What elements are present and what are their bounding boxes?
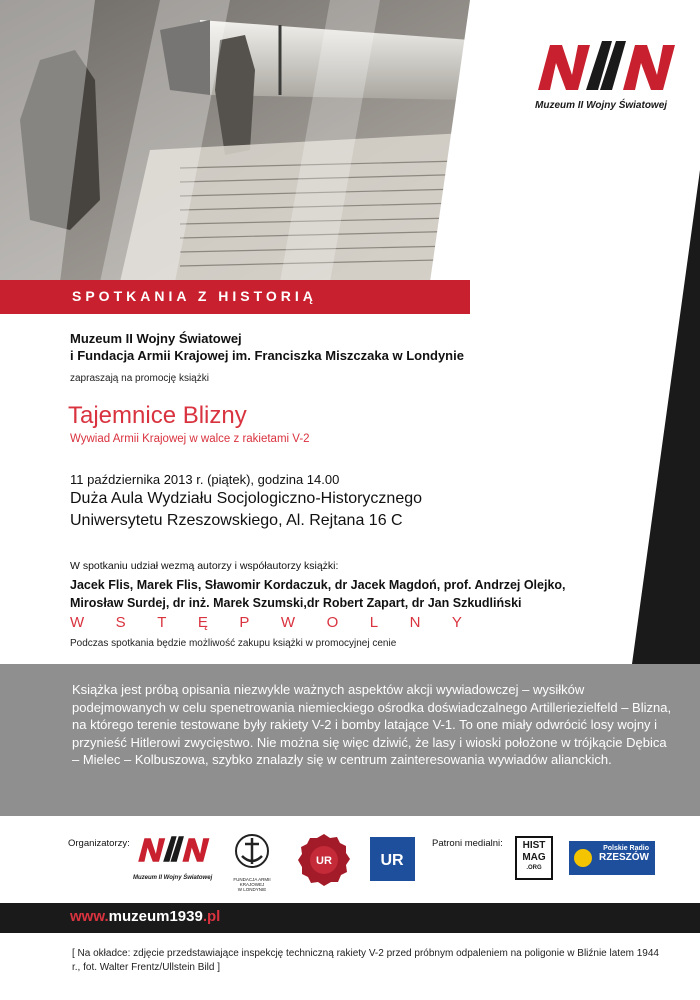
free-entry-letter: P	[239, 614, 250, 631]
event-date: 11 października 2013 r. (piątek), godzina 14.00	[70, 472, 340, 487]
sponsor-ur-logo	[370, 837, 415, 881]
sponsor-miiws-caption: Muzeum II Wojny Światowej	[133, 875, 213, 881]
decorative-wedge	[620, 170, 700, 670]
radio-text-1: Polskie Radio	[603, 845, 649, 852]
cover-photo	[0, 0, 520, 282]
authors-intro: W spotkaniu udział wezmą autorzy i współautorzy książki:	[70, 560, 339, 572]
free-entry-letter: L	[369, 614, 379, 631]
histmag-text-2: MAG	[522, 852, 546, 863]
purchase-note: Podczas spotkania będzie możliwość zakupu książki w promocyjnej cenie	[70, 638, 397, 649]
free-entry	[70, 614, 462, 631]
museum-logo	[528, 35, 678, 125]
website-prefix: www.	[70, 908, 109, 925]
sponsor-miiws-logo	[133, 832, 211, 882]
sponsor-seal-logo	[296, 832, 352, 888]
fundacja-caption-1: FUNDACJA ARMII KRAJOWEJ	[233, 877, 271, 887]
free-entry-letter: T	[157, 614, 167, 631]
free-entry-letter: S	[115, 614, 126, 631]
fundacja-caption-2: W LONDYNIE	[237, 887, 267, 892]
histmag-text-1: HIST	[522, 840, 546, 851]
authors-line-1: Jacek Flis, Marek Flis, Sławomir Kordaczuk, dr Jacek Magdoń, prof. Andrzej Olejko,	[70, 578, 566, 592]
svg-text:UR: UR	[316, 855, 332, 867]
patrons-label: Patroni medialni:	[432, 838, 503, 849]
free-entry-letter: W	[70, 614, 85, 631]
logo-caption: Muzeum II Wojny Światowej	[535, 100, 668, 111]
photo-credit: [ Na okładce: zdjęcie przedstawiające inspekcję techniczną rakiety V-2 przed próbnym odpaleniem na poligonie w Bliźnie latem 1944 r., fot. Walter Frentz/Ullstein Bild ]	[72, 948, 659, 973]
website-suffix: .pl	[202, 908, 221, 925]
free-entry-letter: Ę	[197, 614, 208, 631]
free-entry-letter: N	[409, 614, 421, 631]
sponsor-radio-logo	[569, 841, 655, 875]
free-entry-letter: Y	[451, 614, 462, 631]
series-band-title: SPOTKANIA Z HISTORIĄ	[72, 288, 317, 304]
authors-line-2: Mirosław Surdej, dr inż. Marek Szumski,dr Robert Zapart, dr Jan Szkudliński	[70, 596, 522, 610]
organizer-line-2: i Fundacja Armii Krajowej im. Franciszka Miszczaka w Londynie	[70, 348, 464, 363]
organizer-line-1: Muzeum II Wojny Światowej	[70, 331, 242, 346]
venue-line-1: Duża Aula Wydziału Socjologiczno-Historycznego	[70, 490, 423, 507]
book-title: Tajemnice Blizny	[68, 402, 247, 429]
description-text: Książka jest próbą opisania niezwykle ważnych aspektów akcji wywiadowczej – wysiłków podejmowanych w celu spenetrowania niemieckiego ośrodka doświadczalnego Artilleriezielfeld – Blizna, na którego terenie testowane były rakiety V-2 i bomby latające V-1. To one miały odwrócić losy wojny i przynieść Hitlerowi zwycięstwo. Nie można się więc dziwić, że lasy i wioski położone w trójkącie Dębica – Mielec – Kolbuszowa, szybko znalazły się w centrum zainteresowania wywiadów alianckich.	[72, 682, 672, 768]
venue-line-2: Uniwersytetu Rzeszowskiego, Al. Rejtana 16 C	[70, 512, 403, 529]
sponsor-fundacja-logo	[222, 832, 282, 890]
free-entry-letter: W	[280, 614, 296, 631]
histmag-text-3: .ORG	[526, 865, 542, 871]
website-main: muzeum1939	[108, 908, 203, 925]
free-entry-letter: O	[326, 614, 339, 631]
sponsor-histmag-logo	[515, 836, 553, 880]
radio-text-2: RZESZÓW	[599, 852, 649, 863]
svg-text:UR: UR	[380, 852, 404, 869]
organizers-label: Organizatorzy:	[68, 838, 130, 849]
website-link[interactable]	[70, 908, 220, 925]
radio-sun-icon	[574, 849, 592, 867]
book-subtitle: Wywiad Armii Krajowej w walce z rakietami V-2	[70, 433, 310, 445]
invite-text: zapraszają na promocję książki	[70, 373, 209, 384]
